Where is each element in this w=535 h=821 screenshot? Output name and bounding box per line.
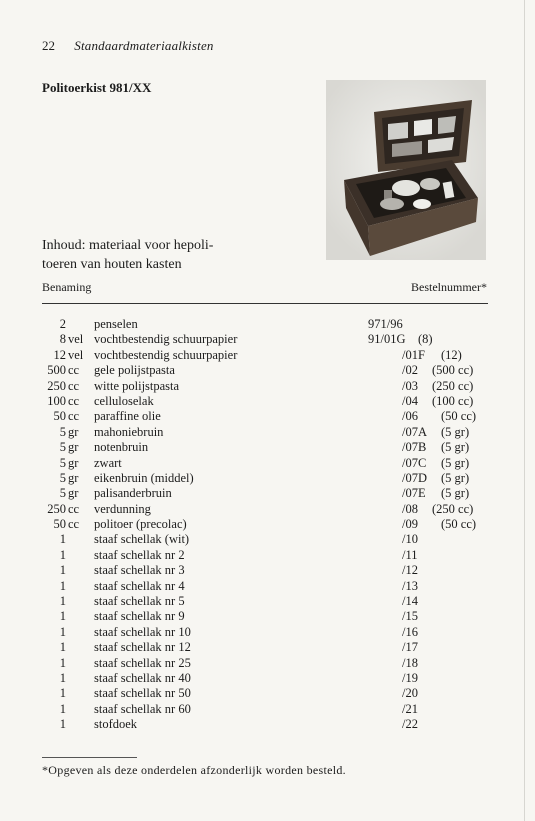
- list-item: [0, 394, 535, 409]
- list-item: [0, 532, 535, 547]
- item-order-code: /09: [402, 517, 418, 532]
- item-order-code: /13: [402, 578, 418, 593]
- kit-title: Politoerkist 981/XX: [42, 80, 152, 95]
- intro-text: [42, 236, 282, 274]
- item-order-extra: (5 gr): [441, 455, 470, 470]
- list-item: [0, 440, 535, 455]
- item-order-code: /11: [402, 547, 418, 562]
- items-list: [0, 317, 535, 733]
- item-quantity: 5: [59, 486, 66, 501]
- item-order-code: 971/96: [368, 317, 403, 331]
- item-order-code: /20: [402, 686, 418, 701]
- item-unit: cc: [68, 409, 80, 424]
- item-description: staaf schellak nr 25: [94, 655, 191, 670]
- item-quantity: 250: [47, 501, 66, 516]
- item-quantity: 1: [59, 701, 66, 716]
- item-order-extra: (50 cc): [441, 517, 477, 532]
- header-rule: [42, 303, 488, 304]
- list-item: [0, 594, 535, 609]
- intro-line-1: Inhoud: materiaal voor hepoli-: [42, 238, 214, 253]
- list-item: [0, 409, 535, 424]
- column-headers: [42, 280, 487, 295]
- item-order-extra: (250 cc): [432, 378, 474, 393]
- footnote: *Opgeven als deze onderdelen afzonderlijk worden besteld.: [42, 763, 346, 777]
- item-order-code: /22: [402, 717, 418, 732]
- item-order-extra: (250 cc): [432, 501, 474, 516]
- item-description: staaf schellak nr 4: [94, 578, 185, 593]
- list-item: [0, 517, 535, 532]
- item-order-code: /07A: [402, 424, 427, 439]
- item-order-code: /02: [402, 363, 418, 378]
- list-item: [0, 686, 535, 701]
- list-item: [0, 317, 535, 332]
- item-unit: cc: [68, 501, 80, 516]
- item-order-code: /21: [402, 701, 418, 716]
- list-item: [0, 717, 535, 732]
- item-description: staaf schellak nr 2: [94, 547, 185, 562]
- list-item: [0, 379, 535, 394]
- column-name-header: Benaming: [42, 280, 92, 294]
- item-quantity: 2: [59, 317, 66, 331]
- item-order-extra: (5 gr): [441, 424, 470, 439]
- list-item: [0, 502, 535, 517]
- item-quantity: 1: [59, 609, 66, 624]
- item-quantity: 1: [59, 686, 66, 701]
- item-order-extra: (5 gr): [441, 440, 470, 455]
- item-order-code: 91/01G: [368, 332, 406, 347]
- item-quantity: 500: [47, 363, 66, 378]
- item-quantity: 5: [59, 470, 66, 485]
- list-item: [0, 548, 535, 563]
- footnote-rule: [42, 757, 137, 758]
- item-quantity: 12: [53, 347, 66, 362]
- item-description: celluloselak: [94, 393, 154, 408]
- item-description: staaf schellak nr 5: [94, 594, 185, 609]
- list-item: [0, 456, 535, 471]
- item-order-code: /16: [402, 624, 418, 639]
- item-description: staaf schellak nr 10: [94, 624, 191, 639]
- item-unit: cc: [68, 363, 80, 378]
- item-description: vochtbestendig schuurpapier: [94, 347, 238, 362]
- intro-line-2: toeren van houten kasten: [42, 257, 182, 272]
- item-order-extra: (50 cc): [441, 409, 477, 424]
- item-quantity: 50: [53, 517, 66, 532]
- item-description: staaf schellak (wit): [94, 532, 190, 547]
- item-quantity: 5: [59, 424, 66, 439]
- item-order-extra: (500 cc): [432, 363, 474, 378]
- item-order-code: /14: [402, 594, 418, 609]
- item-order-extra: (5 gr): [441, 470, 470, 485]
- item-description: paraffine olie: [94, 409, 161, 424]
- item-description: staaf schellak nr 12: [94, 640, 191, 655]
- item-unit: cc: [68, 378, 80, 393]
- item-quantity: 250: [47, 378, 66, 393]
- item-order-extra: (5 gr): [441, 486, 470, 501]
- item-quantity: 100: [47, 393, 66, 408]
- item-quantity: 1: [59, 655, 66, 670]
- item-description: stofdoek: [94, 717, 138, 732]
- item-description: notenbruin: [94, 440, 149, 455]
- item-unit: gr: [68, 440, 79, 455]
- list-item: [0, 332, 535, 347]
- item-description: gele polijstpasta: [94, 363, 175, 378]
- item-description: witte polijstpasta: [94, 378, 180, 393]
- item-description: eikenbruin (middel): [94, 470, 194, 485]
- list-item: [0, 363, 535, 378]
- item-order-code: /10: [402, 532, 418, 547]
- item-quantity: 1: [59, 563, 66, 578]
- item-quantity: 8: [59, 332, 66, 347]
- item-order-extra: (8): [418, 332, 433, 347]
- item-order-code: /07B: [402, 440, 427, 455]
- item-order-code: /06: [402, 409, 418, 424]
- item-order-extra: (12): [441, 347, 462, 362]
- item-order-extra: (100 cc): [432, 393, 474, 408]
- list-item: [0, 640, 535, 655]
- item-quantity: 1: [59, 578, 66, 593]
- item-order-code: /15: [402, 609, 418, 624]
- item-order-code: /17: [402, 640, 418, 655]
- item-description: staaf schellak nr 3: [94, 563, 185, 578]
- item-order-code: /19: [402, 670, 418, 685]
- item-quantity: 50: [53, 409, 66, 424]
- item-order-code: /07D: [402, 470, 427, 485]
- list-item: [0, 625, 535, 640]
- item-description: vochtbestendig schuurpapier: [94, 332, 238, 347]
- item-order-code: /18: [402, 655, 418, 670]
- list-item: [0, 471, 535, 486]
- item-unit: vel: [68, 332, 84, 347]
- item-unit: cc: [68, 393, 80, 408]
- running-title: Standaardmateriaalkisten: [74, 38, 214, 53]
- item-description: staaf schellak nr 40: [94, 670, 191, 685]
- item-unit: gr: [68, 424, 79, 439]
- item-quantity: 1: [59, 594, 66, 609]
- item-quantity: 1: [59, 717, 66, 732]
- item-description: mahoniebruin: [94, 424, 164, 439]
- item-quantity: 1: [59, 640, 66, 655]
- item-description: staaf schellak nr 9: [94, 609, 185, 624]
- item-description: penselen: [94, 317, 138, 331]
- item-description: staaf schellak nr 60: [94, 701, 191, 716]
- item-quantity: 1: [59, 624, 66, 639]
- page-edge: [524, 0, 525, 821]
- item-quantity: 5: [59, 440, 66, 455]
- list-item: [0, 702, 535, 717]
- item-description: palisanderbruin: [94, 486, 172, 501]
- item-order-code: /03: [402, 378, 418, 393]
- item-unit: gr: [68, 486, 79, 501]
- item-unit: gr: [68, 470, 79, 485]
- item-quantity: 1: [59, 670, 66, 685]
- item-description: politoer (precolac): [94, 517, 187, 532]
- item-unit: cc: [68, 517, 80, 532]
- list-item: [0, 563, 535, 578]
- item-unit: gr: [68, 455, 79, 470]
- item-quantity: 1: [59, 547, 66, 562]
- list-item: [0, 671, 535, 686]
- page-number: 22: [42, 38, 55, 53]
- list-item: [0, 579, 535, 594]
- list-item: [0, 609, 535, 624]
- running-header: [42, 38, 214, 54]
- item-unit: vel: [68, 347, 84, 362]
- list-item: [0, 425, 535, 440]
- kit-photo: [326, 80, 486, 260]
- list-item: [0, 656, 535, 671]
- list-item: [0, 486, 535, 501]
- item-quantity: 1: [59, 532, 66, 547]
- item-quantity: 5: [59, 455, 66, 470]
- item-order-code: /01F: [402, 347, 425, 362]
- column-order-header: Bestelnummer*: [411, 280, 487, 294]
- item-description: staaf schellak nr 50: [94, 686, 191, 701]
- item-order-code: /07C: [402, 455, 427, 470]
- item-order-code: /04: [402, 393, 418, 408]
- item-order-code: /07E: [402, 486, 426, 501]
- item-order-code: /08: [402, 501, 418, 516]
- item-description: verdunning: [94, 501, 151, 516]
- list-item: [0, 348, 535, 363]
- item-order-code: /12: [402, 563, 418, 578]
- item-description: zwart: [94, 455, 122, 470]
